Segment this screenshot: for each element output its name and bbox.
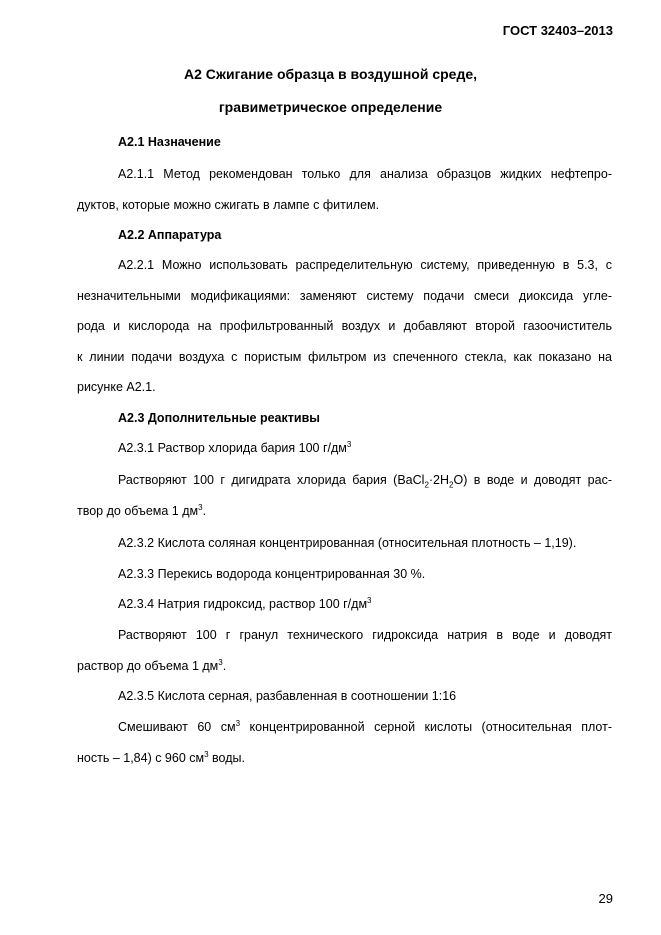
paragraph-line bbox=[77, 657, 227, 673]
subscript: 2 bbox=[449, 480, 454, 490]
text-segment: . bbox=[222, 659, 227, 673]
paragraph-line: А2.2.1 Можно использовать распределительную систему, приведенную в 5.3, с bbox=[118, 258, 612, 272]
paragraph-line bbox=[77, 749, 245, 765]
superscript: 3 bbox=[235, 718, 241, 728]
paragraph-line bbox=[118, 473, 612, 490]
subscript: 2 bbox=[424, 480, 429, 490]
section-title-line-1: А2 Сжигание образца в воздушной среде, bbox=[183, 66, 478, 82]
reagent-text: А2.3.4 Натрия гидроксид, раствор 100 г/дм bbox=[118, 597, 368, 611]
subsection-heading-purpose: А2.1 Назначение bbox=[118, 135, 221, 149]
text-segment: Смешивают 60 см bbox=[118, 720, 236, 734]
page-number: 29 bbox=[598, 891, 613, 906]
text-segment: Растворяют 100 г дигидрата хлорида бария (BaCl bbox=[118, 473, 425, 487]
subsection-heading-apparatus: А2.2 Аппаратура bbox=[118, 228, 222, 242]
text-segment: твор до объема 1 дм bbox=[77, 504, 199, 518]
text-segment: O) в воде и доводят рас- bbox=[453, 473, 612, 487]
paragraph-line bbox=[77, 502, 207, 518]
section-title-line-2: гравиметрическое определение bbox=[218, 99, 443, 115]
paragraph-line: А2.1.1 Метод рекомендован только для анализа образцов жидких нефтепро- bbox=[118, 167, 612, 181]
text-segment: раствор до объема 1 дм bbox=[77, 659, 219, 673]
reagent-item-hydrochloric-acid: А2.3.2 Кислота соляная концентрированная (относительная плотность – 1,19). bbox=[118, 536, 577, 550]
superscript: 3 bbox=[198, 502, 203, 512]
superscript: 3 bbox=[204, 749, 209, 759]
document-standard-header: ГОСТ 32403–2013 bbox=[502, 23, 613, 38]
paragraph-line: к линии подачи воздуха с пористым фильтром из спеченного стекла, как показано на bbox=[77, 350, 612, 364]
reagent-text: А2.3.1 Раствор хлорида бария 100 г/дм bbox=[118, 441, 347, 455]
text-segment: . bbox=[202, 504, 207, 518]
reagent-item-barium-chloride bbox=[118, 439, 352, 455]
subsection-heading-reagents: А2.3 Дополнительные реактивы bbox=[118, 411, 320, 425]
paragraph-line: дуктов, которые можно сжигать в лампе с фитилем. bbox=[77, 198, 380, 212]
text-segment: ·2H bbox=[428, 473, 450, 487]
superscript: 3 bbox=[346, 439, 352, 449]
text-segment: воды. bbox=[208, 751, 245, 765]
reagent-item-sodium-hydroxide bbox=[118, 595, 372, 611]
paragraph-line bbox=[118, 718, 612, 734]
superscript: 3 bbox=[367, 595, 372, 605]
paragraph-line: незначительными модификациями: заменяют систему подачи смеси диоксида угле- bbox=[77, 289, 612, 303]
superscript: 3 bbox=[218, 657, 223, 667]
text-segment: концентрированной серной кислоты (относительная плот- bbox=[240, 720, 612, 734]
paragraph-line: рисунке А2.1. bbox=[77, 380, 156, 394]
reagent-item-hydrogen-peroxide: А2.3.3 Перекись водорода концентрированная 30 %. bbox=[118, 567, 426, 581]
paragraph-line: рода и кислорода на профильтрованный воздух и добавляют второй газоочиститель bbox=[77, 319, 612, 333]
text-segment: ность – 1,84) с 960 см bbox=[77, 751, 205, 765]
paragraph-line: Растворяют 100 г гранул технического гидроксида натрия в воде и доводят bbox=[118, 628, 612, 642]
reagent-item-sulfuric-acid: А2.3.5 Кислота серная, разбавленная в соотношении 1:16 bbox=[118, 689, 457, 703]
